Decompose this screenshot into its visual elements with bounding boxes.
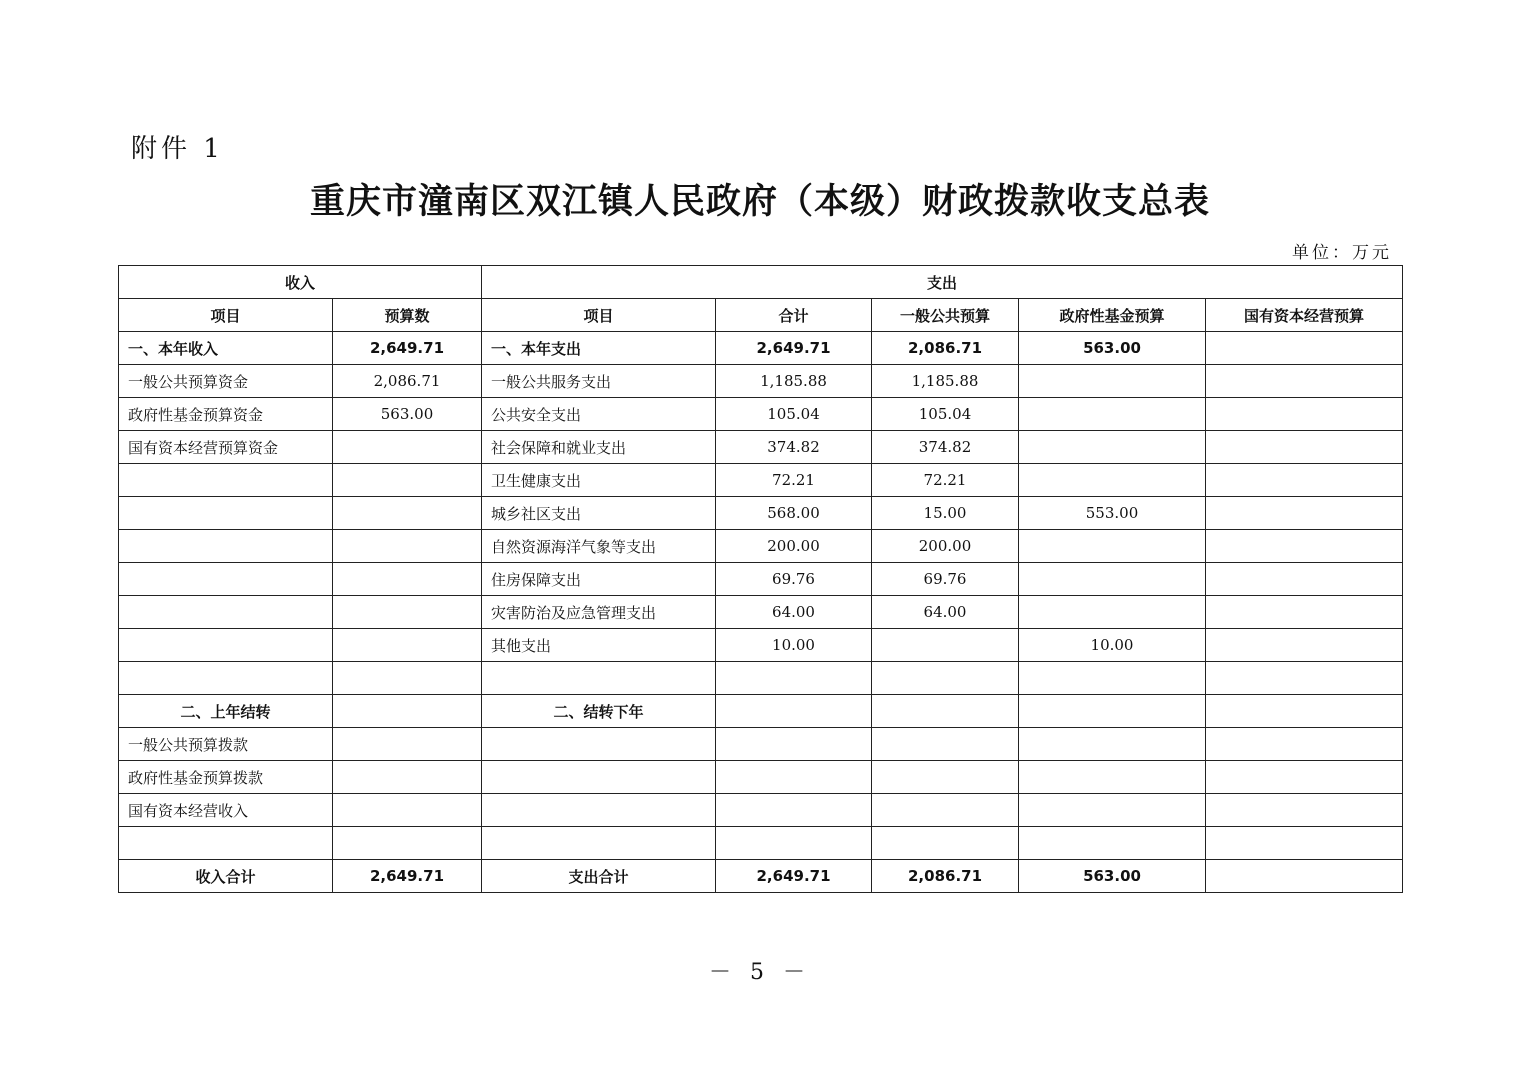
expense-fund: 563.00 xyxy=(1019,332,1206,365)
col-general-budget: 一般公共预算 xyxy=(872,299,1019,332)
expense-fund: 553.00 xyxy=(1019,497,1206,530)
income-amount xyxy=(333,794,482,827)
col-expense-item: 项目 xyxy=(482,299,716,332)
expense-fund xyxy=(1019,662,1206,695)
income-amount xyxy=(333,596,482,629)
expense-total xyxy=(716,827,872,860)
expense-item xyxy=(482,794,716,827)
table-row xyxy=(119,464,1403,497)
expense-total: 374.82 xyxy=(716,431,872,464)
expense-state xyxy=(1206,530,1403,563)
income-amount xyxy=(333,827,482,860)
col-fund-budget: 政府性基金预算 xyxy=(1019,299,1206,332)
expense-general xyxy=(872,794,1019,827)
expense-general xyxy=(872,695,1019,728)
expense-state xyxy=(1206,629,1403,662)
attachment-label: 附件 1 xyxy=(131,134,224,164)
expense-general xyxy=(872,761,1019,794)
expense-fund xyxy=(1019,794,1206,827)
col-income-item: 项目 xyxy=(119,299,333,332)
expense-state xyxy=(1206,398,1403,431)
income-item xyxy=(119,662,333,695)
income-amount xyxy=(333,431,482,464)
expense-item xyxy=(482,827,716,860)
expense-general xyxy=(872,728,1019,761)
income-item xyxy=(119,464,333,497)
table-row xyxy=(119,794,1403,827)
expense-item: 社会保障和就业支出 xyxy=(482,431,716,464)
table-row xyxy=(119,497,1403,530)
expense-state xyxy=(1206,794,1403,827)
table-row xyxy=(119,332,1403,365)
expense-general-total: 2,086.71 xyxy=(872,860,1019,893)
col-total: 合计 xyxy=(716,299,872,332)
expense-item: 一、本年支出 xyxy=(482,332,716,365)
expense-item: 其他支出 xyxy=(482,629,716,662)
income-amount xyxy=(333,563,482,596)
income-item xyxy=(119,596,333,629)
expense-fund xyxy=(1019,761,1206,794)
expense-fund: 10.00 xyxy=(1019,629,1206,662)
income-amount: 563.00 xyxy=(333,398,482,431)
table-row xyxy=(119,431,1403,464)
expense-item xyxy=(482,662,716,695)
expense-general xyxy=(872,827,1019,860)
expense-fund xyxy=(1019,464,1206,497)
income-total-amount: 2,649.71 xyxy=(333,860,482,893)
expense-grand-total: 2,649.71 xyxy=(716,860,872,893)
expense-state xyxy=(1206,596,1403,629)
table-row xyxy=(119,695,1403,728)
expense-general: 72.21 xyxy=(872,464,1019,497)
expense-general: 15.00 xyxy=(872,497,1019,530)
expense-item: 灾害防治及应急管理支出 xyxy=(482,596,716,629)
expense-fund xyxy=(1019,431,1206,464)
expense-total xyxy=(716,695,872,728)
expense-state xyxy=(1206,332,1403,365)
expense-state xyxy=(1206,662,1403,695)
expense-state xyxy=(1206,827,1403,860)
expense-total: 64.00 xyxy=(716,596,872,629)
expense-total: 105.04 xyxy=(716,398,872,431)
expense-item: 一般公共服务支出 xyxy=(482,365,716,398)
expense-total xyxy=(716,794,872,827)
expense-general: 64.00 xyxy=(872,596,1019,629)
expense-state xyxy=(1206,761,1403,794)
expense-fund xyxy=(1019,530,1206,563)
expense-total: 69.76 xyxy=(716,563,872,596)
expense-fund xyxy=(1019,695,1206,728)
income-group-header: 收入 xyxy=(119,266,482,299)
expense-item: 二、结转下年 xyxy=(482,695,716,728)
expense-total-label: 支出合计 xyxy=(482,860,716,893)
table-row xyxy=(119,530,1403,563)
budget-summary-table xyxy=(118,265,1403,893)
income-item: 政府性基金预算拨款 xyxy=(119,761,333,794)
income-amount xyxy=(333,629,482,662)
table-row xyxy=(119,728,1403,761)
table-row xyxy=(119,662,1403,695)
document-title: 重庆市潼南区双江镇人民政府（本级）财政拨款收支总表 xyxy=(309,182,1210,222)
income-item xyxy=(119,827,333,860)
table-row xyxy=(119,596,1403,629)
table-row xyxy=(119,761,1403,794)
expense-total xyxy=(716,761,872,794)
income-item: 政府性基金预算资金 xyxy=(119,398,333,431)
expense-total: 72.21 xyxy=(716,464,872,497)
income-item: 国有资本经营预算资金 xyxy=(119,431,333,464)
expense-total: 10.00 xyxy=(716,629,872,662)
table-row xyxy=(119,563,1403,596)
income-amount xyxy=(333,695,482,728)
table-row xyxy=(119,398,1403,431)
expense-general xyxy=(872,629,1019,662)
expense-fund xyxy=(1019,827,1206,860)
income-amount xyxy=(333,662,482,695)
income-amount: 2,649.71 xyxy=(333,332,482,365)
expense-total: 1,185.88 xyxy=(716,365,872,398)
expense-total xyxy=(716,728,872,761)
income-amount: 2,086.71 xyxy=(333,365,482,398)
expense-fund xyxy=(1019,728,1206,761)
income-amount xyxy=(333,761,482,794)
expense-state xyxy=(1206,563,1403,596)
col-budget-amount: 预算数 xyxy=(333,299,482,332)
income-item: 一般公共预算拨款 xyxy=(119,728,333,761)
income-amount xyxy=(333,464,482,497)
expense-state xyxy=(1206,464,1403,497)
table-row xyxy=(119,365,1403,398)
expense-general: 1,185.88 xyxy=(872,365,1019,398)
expense-item: 卫生健康支出 xyxy=(482,464,716,497)
expense-state xyxy=(1206,728,1403,761)
expense-total: 2,649.71 xyxy=(716,332,872,365)
expense-total xyxy=(716,662,872,695)
income-amount xyxy=(333,728,482,761)
income-item: 二、上年结转 xyxy=(119,695,333,728)
expense-general: 200.00 xyxy=(872,530,1019,563)
expense-fund xyxy=(1019,398,1206,431)
expense-general: 69.76 xyxy=(872,563,1019,596)
expense-general: 105.04 xyxy=(872,398,1019,431)
group-header-row xyxy=(119,266,1403,299)
expense-state-total xyxy=(1206,860,1403,893)
expense-state xyxy=(1206,431,1403,464)
page-number: － 5 － xyxy=(709,960,811,985)
expense-total: 200.00 xyxy=(716,530,872,563)
table-row xyxy=(119,827,1403,860)
table-row xyxy=(119,629,1403,662)
income-item: 一、本年收入 xyxy=(119,332,333,365)
expense-fund xyxy=(1019,563,1206,596)
expense-item: 自然资源海洋气象等支出 xyxy=(482,530,716,563)
expense-item: 公共安全支出 xyxy=(482,398,716,431)
income-item xyxy=(119,563,333,596)
expense-item: 住房保障支出 xyxy=(482,563,716,596)
expense-item xyxy=(482,728,716,761)
expense-general xyxy=(872,662,1019,695)
expense-fund xyxy=(1019,596,1206,629)
income-item xyxy=(119,530,333,563)
income-item xyxy=(119,497,333,530)
expense-item xyxy=(482,761,716,794)
unit-label: 单位：万元 xyxy=(1292,243,1392,263)
expense-fund-total: 563.00 xyxy=(1019,860,1206,893)
expense-general: 2,086.71 xyxy=(872,332,1019,365)
income-item xyxy=(119,629,333,662)
income-item: 国有资本经营收入 xyxy=(119,794,333,827)
totals-row xyxy=(119,860,1403,893)
income-amount xyxy=(333,530,482,563)
expense-state xyxy=(1206,497,1403,530)
expense-state xyxy=(1206,695,1403,728)
expense-general: 374.82 xyxy=(872,431,1019,464)
col-state-capital-budget: 国有资本经营预算 xyxy=(1206,299,1403,332)
column-header-row xyxy=(119,299,1403,332)
income-total-label: 收入合计 xyxy=(119,860,333,893)
income-amount xyxy=(333,497,482,530)
expense-fund xyxy=(1019,365,1206,398)
expense-total: 568.00 xyxy=(716,497,872,530)
income-item: 一般公共预算资金 xyxy=(119,365,333,398)
expense-state xyxy=(1206,365,1403,398)
expense-item: 城乡社区支出 xyxy=(482,497,716,530)
expense-group-header: 支出 xyxy=(482,266,1403,299)
